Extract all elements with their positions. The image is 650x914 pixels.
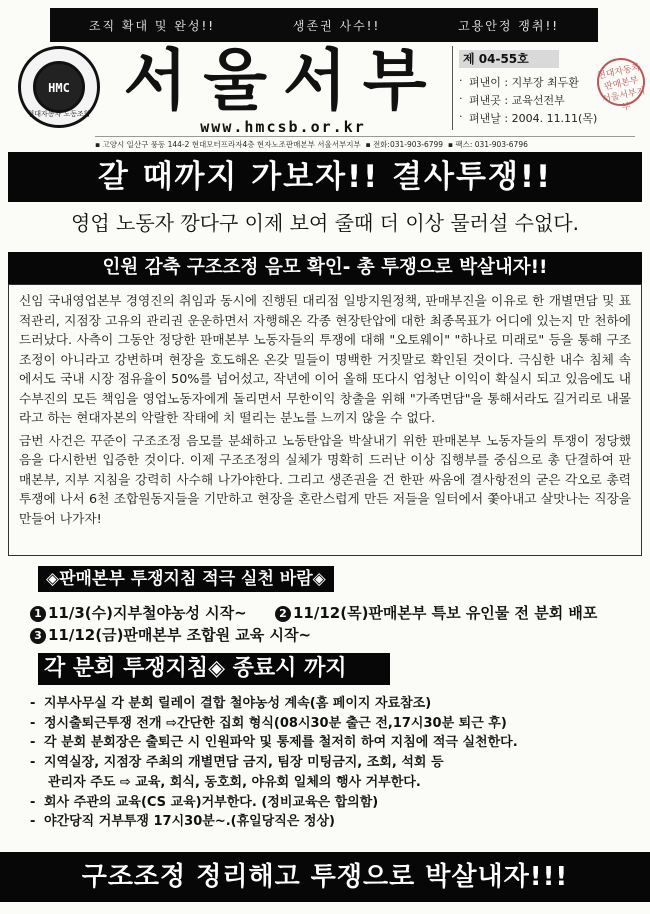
list-item: - 각 분회 분회장은 출퇴근 시 인원파악 및 통제를 철저히 하여 지침에 적극 실천한다. <box>30 733 640 753</box>
footer-slogan: 구조조정 정리해고 투쟁으로 박살내자!!! <box>0 852 650 902</box>
action-item-2 <box>275 602 597 623</box>
number-badge-icon: 1 <box>30 606 46 622</box>
number-badge-icon: 3 <box>30 628 46 644</box>
contact-line: ▪ 고양시 일산구 풍동 144-2 현대모터프라자4층 현자노조판매본부 서울서부지부 ▪ 전화:031-903-6799 ▪ 팩스: 031-903-6796 <box>95 136 635 150</box>
action-item-3 <box>30 624 311 645</box>
headline: 갈 때까지 가보자!! 결사투쟁!! <box>8 152 642 202</box>
fax: 팩스: 031-903-6796 <box>455 140 528 149</box>
list-item: - 야간당직 거부투쟁 17시30분~.(휴일당직은 정상) <box>30 812 640 832</box>
publish-date: · 펴낸날 : 2004. 11.11(목) <box>457 110 597 126</box>
list-item: - 회사 주관의 교육(CS 교육)거부한다. (정비교육은 합의함) <box>30 793 640 813</box>
guidelines-list <box>30 694 640 832</box>
list-item: - 지부사무실 각 분회 릴레이 결합 철야농성 계속(홈 페이지 자료참조) <box>30 694 640 714</box>
official-stamp: 현대자동차판매본부 서울서부지부 <box>593 54 650 111</box>
number-badge-icon: 2 <box>275 606 291 622</box>
action-text: 11/12(금)판매본부 조합원 교육 시작~ <box>48 626 312 644</box>
slogan-1: 조직 확대 및 완성!! <box>88 18 216 33</box>
slogan-3: 고용안정 쟁취!! <box>458 18 560 33</box>
masthead <box>118 42 448 136</box>
article-title: 인원 감축 구조조정 음모 확인- 총 투쟁으로 박살내자!! <box>8 252 642 284</box>
issue-number: 제 04-55호 <box>459 50 559 68</box>
action-item-1 <box>30 602 247 623</box>
newsletter-title: 서울서부 <box>123 42 443 119</box>
guidelines-title: 각 분회 투쟁지침◈ 종료시 까지 <box>38 653 390 685</box>
article-body <box>8 284 642 556</box>
list-item: - 정시출퇴근투쟁 전개 ⇨간단한 집회 형식(08시30분 출근 전,17시30분 퇴근 후) <box>30 714 640 734</box>
publisher: · 펴낸이 : 지부장 최두환 <box>457 74 579 90</box>
article-paragraph-2: 금번 사건은 꾸준이 구조조정 음모를 분쇄하고 노동탄압을 박살내기 위한 판매본부 노동자들의 투쟁이 정당했음을 다시한번 입증한 것이다. 이제 구조조정의 실체가 명확히 드러난 이상 집행부를 중심으로 총 단결하여 판매본부, 지부 지침을 강력히 사수해 나가야한다. 그리고 생존권을 건 한판 싸움에 결사항전의 굳은 각오로 총력투쟁에 나서 6천 조합원동지들을 기만하고 현장을 혼란스럽게 만든 저들을 일터에서 쫓아내고 살맛나는 직장을 만들어 나가자! <box>19 432 631 526</box>
logo-emblem-icon <box>33 61 85 113</box>
list-item: - 지역실장, 지점장 주최의 개별면담 금지, 팀장 미팅금지, 조회, 석회 등 <box>30 753 640 773</box>
publisher-org: · 펴낸곳 : 교육선전부 <box>457 92 565 108</box>
address: 고양시 일산구 풍동 144-2 현대모터프라자4층 현자노조판매본부 서울서부지부 <box>102 140 361 149</box>
actions-title: ◈판매본부 투쟁지침 적극 실천 바람◈ <box>38 566 334 592</box>
website-url[interactable]: www.hmcsb.or.kr <box>200 118 366 136</box>
action-text: 11/3(수)지부철야농성 시작~ <box>48 604 247 622</box>
subheadline: 영업 노동자 깡다구 이제 보여 줄때 더 이상 물러설 수없다. <box>71 211 579 235</box>
logo-mark: HMC <box>48 81 70 95</box>
slogan-bar <box>50 8 598 42</box>
logo-ring-text: 현대자동차 노동조합 <box>27 110 91 118</box>
slogan-2: 생존권 사수!! <box>292 18 381 33</box>
list-item-continued: 관리자 주도 ⇨ 교육, 회식, 동호회, 야유회 일체의 행사 거부한다. <box>48 774 421 790</box>
phone: 전화:031-903-6799 <box>372 140 444 149</box>
action-text: 11/12(목)판매본부 특보 유인물 전 분회 배포 <box>293 604 598 622</box>
article-paragraph-1: 신임 국내영업본부 경영진의 취임과 동시에 진행된 대리점 일방지원정책, 판매부진을 이유로 한 개별면담 및 표적관리, 지점장 고유의 관리권 운운하면서 자행해온 각종 현장탄압에 대한 최종목표가 어디에 있는지 만 천하에 드러났다. 사측이 그동안 정당한 판매본부 노동자들의 투쟁에 대해 "오토웨이" "하나로 미래로" 등을 통해 구조조정이 아니라고 강변하며 현장을 호도해온 온갖 밀들이 명백한 거짓말로 확인된 것이다. 극심한 내수 침체 속에서도 국내 시장 점유율이 50%를 넘어섰고, 작년에 이어 올해 또다시 엄청난 이익이 확실시 되고 있음에도 내수부진의 모든 책임을 영업노동자에게 돌리면서 무한이익 창출을 위해 "가족면담"을 통해서라도 길거리로 내몰라고 하는 현대자본의 악랄한 작태에 치 떨리는 분노를 느끼지 않을 수 없다. <box>19 293 631 425</box>
union-logo <box>18 46 100 128</box>
